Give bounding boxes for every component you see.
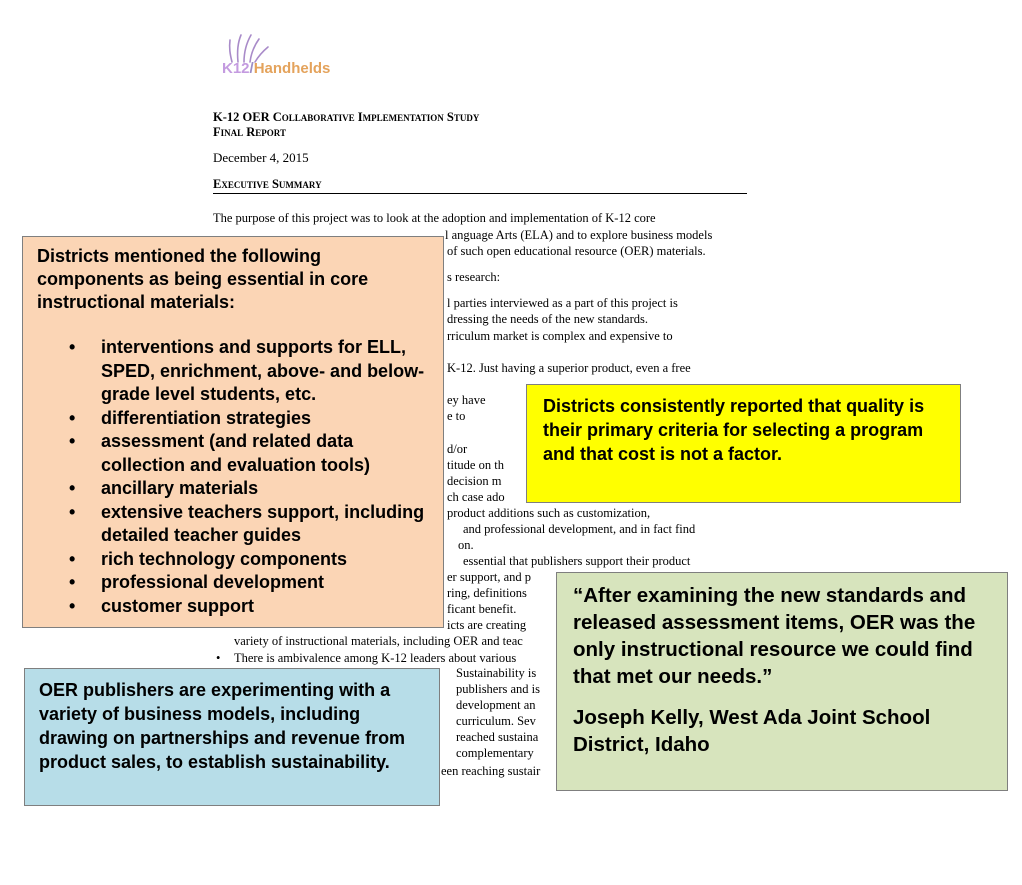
quote-text: “After examining the new standards and released assessment items, OER was the only instructional resource we could find that met our needs.” [573,584,976,688]
doc-line: complementary [456,746,534,760]
doc-line: K-12. Just having a superior product, even a free [447,361,691,375]
doc-line: titude on th [447,458,504,472]
list-item: • differentiation strategies [101,407,431,431]
doc-line: s research: [447,270,501,284]
doc-line: rriculum market is complex and expensive to [447,329,673,343]
list-item: • interventions and supports for ELL, SPED, enrichment, above- and below-grade level students, etc. [101,336,431,407]
doc-line: l anguage Arts (ELA) and to explore business models [445,228,713,242]
doc-line: dressing the needs of the new standards. [447,312,648,326]
quote-callout [556,572,1008,791]
logo-wordmark: K12/Handhelds [222,60,331,77]
quality-callout [526,384,961,503]
doc-line: product additions such as customization, [447,506,651,520]
doc-line: d/or [447,442,468,456]
callout-intro: Districts mentioned the following components as being essential in core instructional materials: [37,246,369,312]
report-date: December 4, 2015 [213,150,309,165]
doc-line: er support, and p [447,570,532,584]
doc-line: development an [456,698,536,712]
doc-line: l parties interviewed as a part of this project is [447,296,678,310]
doc-line: ficant benefit. [447,602,517,616]
publishers-callout [24,668,440,806]
section-heading: Executive Summary [213,177,747,194]
list-item: • assessment (and related data collection and evaluation tools) [101,430,431,477]
list-item: • ancillary materials [101,477,431,501]
doc-line: and professional development, and in fact find [463,522,696,536]
doc-line: e to [447,409,466,423]
report-title: K-12 OER Collaborative Implementation Study Final Report [213,110,480,139]
list-item: • professional development [101,571,431,595]
list-item: • extensive teachers support, including detailed teacher guides [101,501,431,548]
doc-line: ey have [447,393,486,407]
list-item: • rich technology components [101,548,431,572]
doc-line: reached sustaina [456,730,539,744]
doc-line: decision m [447,474,502,488]
bullet-glyph: • [216,651,221,665]
doc-line: The purpose of this project was to look at the adoption and implementation of K-12 core [213,211,656,225]
callout-text: Districts consistently reported that quality is their primary criteria for selecting a program and that cost is not a factor. [543,396,925,464]
doc-line: essential that publishers support their product [463,554,691,568]
districts-components-callout [22,236,444,628]
doc-line: Sustainability is [456,666,537,680]
doc-line: icts are creating [447,618,527,632]
k12-handhelds-logo [218,32,348,84]
doc-line: publishers and is [456,682,541,696]
components-list [37,336,431,618]
callout-text: OER publishers are experimenting with a variety of business models, including drawing on partnerships and revenue from product sales, to establish sustainability. [39,680,406,772]
doc-line: een reaching sustair [441,764,541,778]
list-item: • customer support [101,595,431,619]
doc-line: curriculum. Sev [456,714,536,728]
doc-line: variety of instructional materials, including OER and teac [234,634,523,648]
doc-line: of such open educational resource (OER) materials. [447,244,706,258]
doc-line: ring, definitions [447,586,527,600]
doc-line: on. [458,538,474,552]
quote-attribution: Joseph Kelly, West Ada Joint School District, Idaho [573,706,931,756]
doc-line: • There is ambivalence among K-12 leaders about various [216,651,517,665]
doc-line: ch case ado [447,490,505,504]
